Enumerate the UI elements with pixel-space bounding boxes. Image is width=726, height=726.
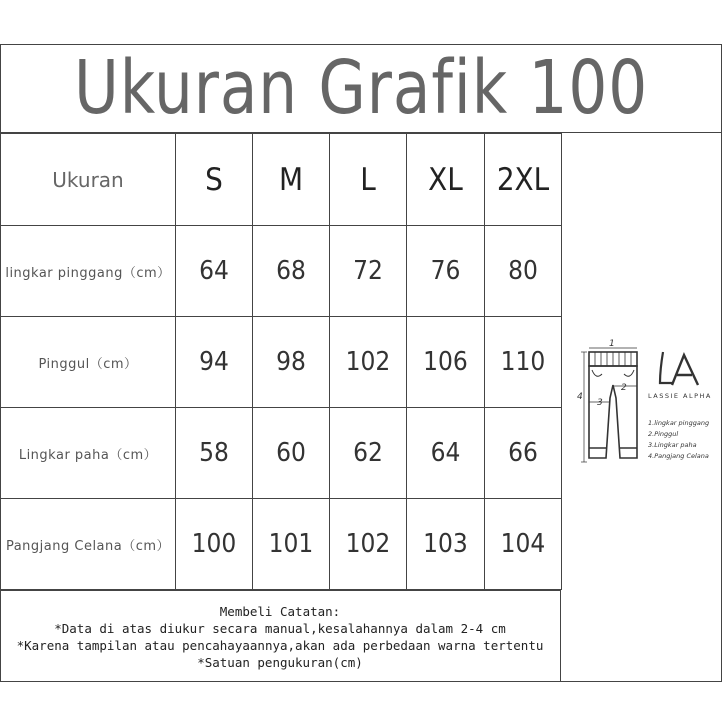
table-cell: 102 [330, 317, 407, 408]
table-cell: 64 [407, 408, 485, 499]
table-cell: 94 [176, 317, 253, 408]
marker-4: 4 [577, 392, 583, 402]
row-label: Pinggul（cm） [1, 317, 176, 408]
table-cell: 110 [485, 317, 562, 408]
legend-item: 3.Lingkar paha [648, 441, 697, 449]
notes-line: *Satuan pengukuran(cm) [197, 654, 363, 670]
row-label: Lingkar paha（cm） [1, 408, 176, 499]
legend-item: 2.Pinggul [648, 430, 679, 438]
table-cell: 62 [330, 408, 407, 499]
table-row [1, 499, 562, 590]
table-cell: 60 [253, 408, 330, 499]
table-cell: 76 [407, 226, 485, 317]
row-label: lingkar pinggang（cm） [1, 226, 176, 317]
size-header-2xl: 2XL [485, 134, 562, 226]
marker-1: 1 [609, 339, 615, 349]
legend-item: 4.Pangjang Celana [648, 452, 709, 460]
marker-3: 3 [597, 398, 603, 408]
table-cell: 102 [330, 499, 407, 590]
table-cell: 98 [253, 317, 330, 408]
table-cell: 72 [330, 226, 407, 317]
table-cell: 80 [485, 226, 562, 317]
table-cell: 106 [407, 317, 485, 408]
table-header-row [1, 134, 562, 226]
size-header-m: M [253, 134, 330, 226]
diagram-legend [648, 418, 709, 462]
title-text: Ukuran Grafik 100 [73, 45, 649, 131]
pants-outline [589, 366, 637, 458]
legend-item: 1.lingkar pinggang [648, 419, 710, 427]
notes-heading: Membeli Catatan: [219, 603, 341, 619]
table-cell: 66 [485, 408, 562, 499]
size-header-l: L [330, 134, 407, 226]
table-row [1, 226, 562, 317]
marker-2: 2 [621, 383, 627, 393]
table-row [1, 317, 562, 408]
table-cell: 103 [407, 499, 485, 590]
size-header-xl: XL [407, 134, 485, 226]
brand-logo [660, 352, 698, 385]
page-title [0, 44, 722, 133]
table-row [1, 408, 562, 499]
notes-line: *Data di atas diukur secara manual,kesalahannya dalam 2-4 cm [54, 620, 506, 636]
table-cell: 100 [176, 499, 253, 590]
table-cell: 64 [176, 226, 253, 317]
table-cell: 101 [253, 499, 330, 590]
header-label: Ukuran [1, 134, 176, 226]
notes-section [0, 590, 561, 682]
notes-line: *Karena tampilan atau pencahayaannya,akan ada perbedaan warna tertentu [16, 637, 544, 653]
size-header-s: S [176, 134, 253, 226]
pants-diagram [561, 133, 722, 590]
row-label: Pangjang Celana（cm） [1, 499, 176, 590]
table-cell: 104 [485, 499, 562, 590]
table-cell: 58 [176, 408, 253, 499]
brand-name: LASSIE ALPHA [648, 392, 712, 400]
size-table [0, 133, 562, 590]
table-cell: 68 [253, 226, 330, 317]
